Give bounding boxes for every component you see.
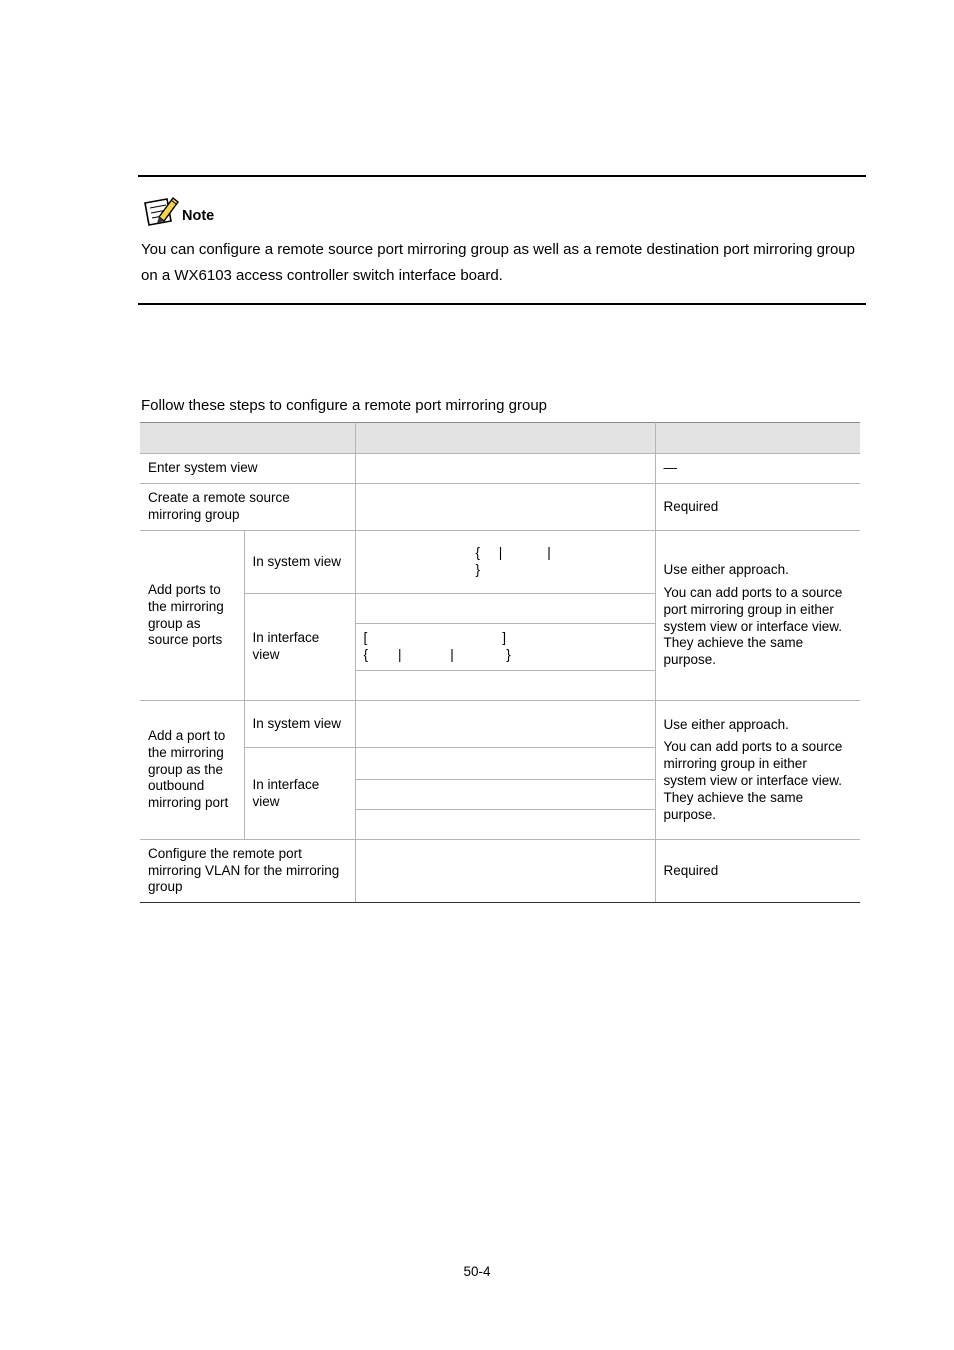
view-cell: In interface view <box>244 748 355 840</box>
header-command <box>355 423 655 454</box>
note-header <box>142 193 214 227</box>
remark-line: Use either approach. <box>663 716 789 732</box>
note-text: You can configure a remote source port mirroring group as well as a remote destination port mirroring group on a WX6103 access controller switch interface board. <box>141 241 855 284</box>
remark-line: Use either approach. <box>663 562 789 578</box>
note-top-rule <box>138 175 866 177</box>
note-label: Note <box>182 208 215 224</box>
table-row <box>140 454 860 484</box>
page-number: 50-4 <box>463 1264 491 1279</box>
command-syntax: { | | } <box>475 545 551 577</box>
remark-cell: Required <box>655 840 860 903</box>
command-cell <box>355 780 655 810</box>
note-bottom-rule <box>138 303 866 305</box>
view-cell: In system view <box>244 701 355 748</box>
table-row <box>140 484 860 531</box>
command-cell <box>355 701 655 748</box>
command-cell <box>355 671 655 701</box>
task-cell: Enter system view <box>140 454 355 484</box>
command-cell <box>355 810 655 840</box>
steps-table <box>140 422 860 903</box>
command-cell <box>355 531 655 594</box>
table-row <box>140 531 860 594</box>
table-row <box>140 840 860 903</box>
remark-line: You can add ports to a source port mirroring group in either system view or interface view. They achieve the same purpose. <box>663 584 843 668</box>
view-cell: In system view <box>244 531 355 594</box>
command-cell <box>355 840 655 903</box>
command-cell <box>355 594 655 624</box>
remark-cell <box>655 531 860 701</box>
task-cell: Add a port to the mirroring group as the outbound mirroring port <box>140 701 244 840</box>
command-cell <box>355 748 655 780</box>
header-operation <box>140 423 355 454</box>
table-intro: Follow these steps to configure a remote port mirroring group <box>141 397 548 414</box>
note-pencil-icon <box>142 195 180 227</box>
view-cell: In interface view <box>244 594 355 701</box>
command-syntax: [ ] { | | } <box>363 630 511 662</box>
task-cell: Add ports to the mirroring group as source ports <box>140 531 244 701</box>
remark-line: You can add ports to a source mirroring group in either system view or interface view. They achieve the same purpose. <box>663 739 843 822</box>
command-cell <box>355 624 655 671</box>
command-cell <box>355 484 655 531</box>
task-cell: Configure the remote port mirroring VLAN for the mirroring group <box>140 840 355 903</box>
task-cell: Create a remote source mirroring group <box>140 484 355 531</box>
remark-cell: Required <box>655 484 860 531</box>
remark-cell: — <box>655 454 860 484</box>
header-remarks <box>655 423 860 454</box>
command-cell <box>355 454 655 484</box>
table-row <box>140 701 860 748</box>
table-header-row <box>140 423 860 454</box>
remark-cell <box>655 701 860 840</box>
